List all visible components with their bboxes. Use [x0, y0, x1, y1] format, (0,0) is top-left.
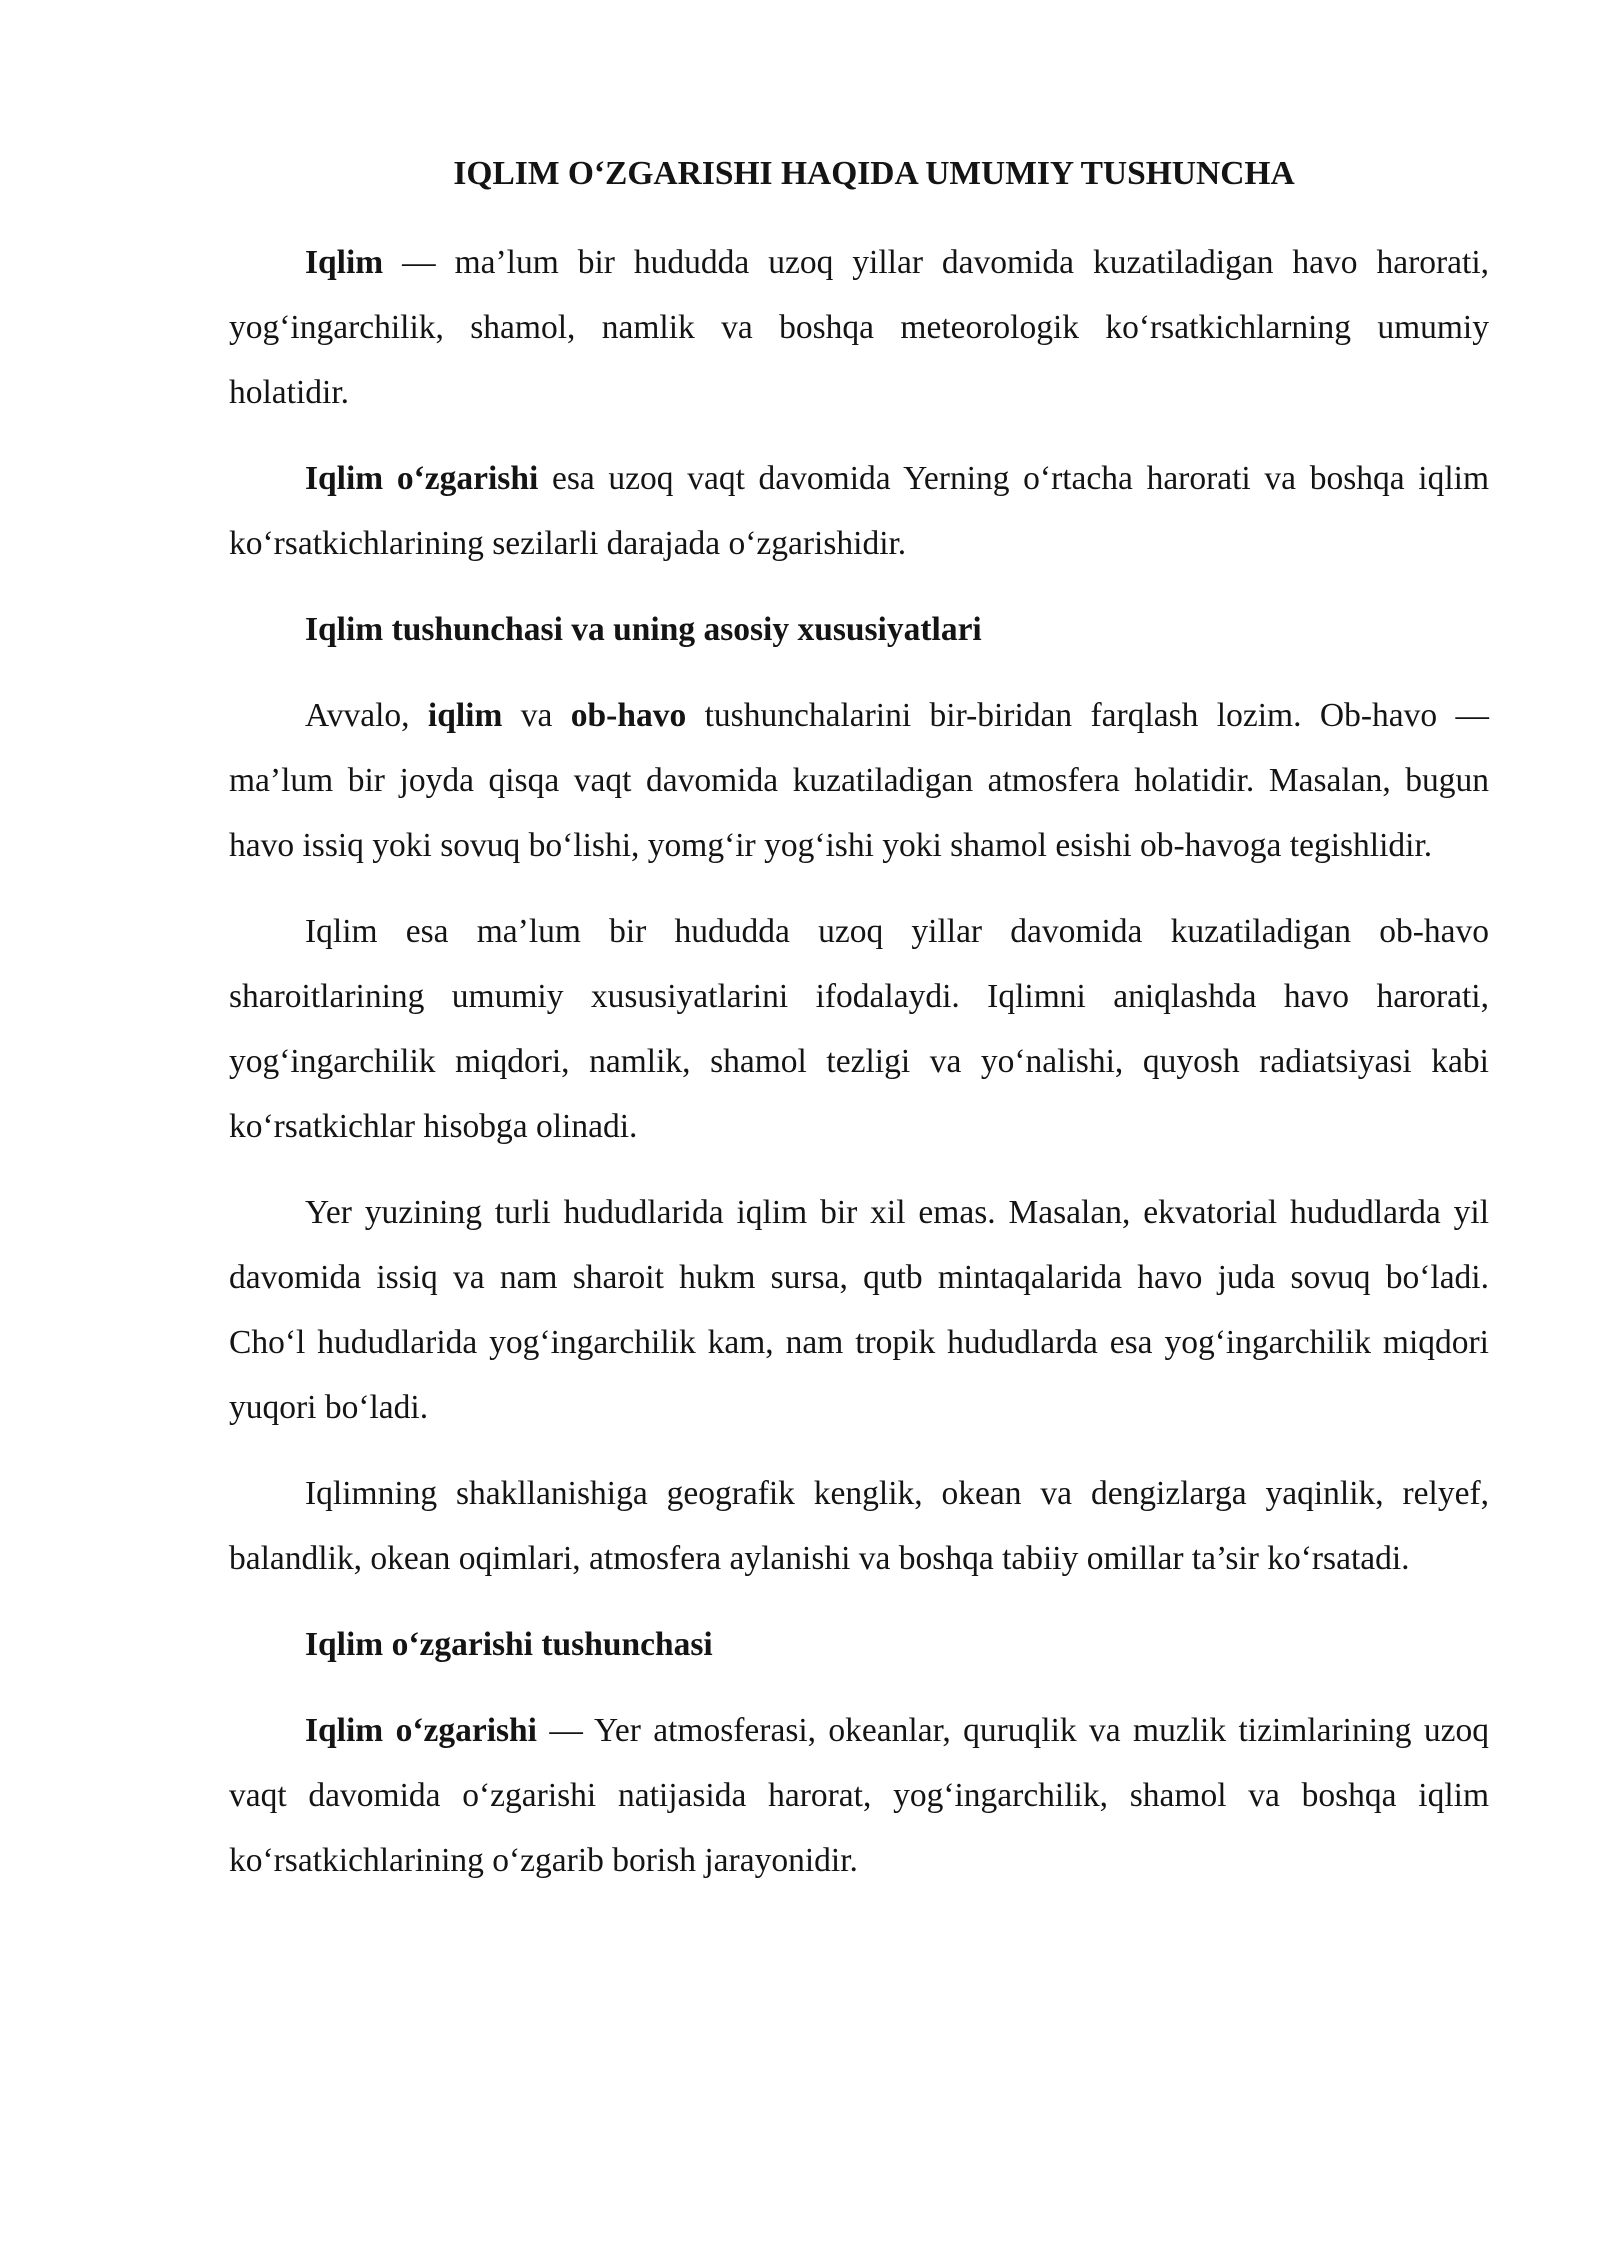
- paragraph-iqlim-features: Iqlim esa ma’lum bir hududda uzoq yillar davomida kuzatiladigan ob-havo sharoitlarining umumiy xususiyatlarini ifodalaydi. Iqlimni aniqlashda havo harorati, yog‘ingarchilik miqdori, namlik, shamol tezligi va yo‘nalishi, quyosh radiatsiyasi kabi ko‘rsatkichlar hisobga olinadi.: [229, 913, 1489, 1145]
- paragraph-climate-change-definition: [229, 1698, 1489, 1893]
- section-heading-iqlim-tushunchasi: Iqlim tushunchasi va uning asosiy xususiyatlari: [305, 611, 982, 648]
- term-iqlim-ozgarishi: Iqlim o‘zgarishi: [305, 460, 539, 497]
- term-iqlim: iqlim: [427, 697, 503, 734]
- paragraph-text: va: [502, 697, 571, 734]
- paragraph-text: esa uzoq vaqt davomida Yerning o‘rtacha harorati va boshqa iqlim ko‘rsatkichlarining sezilarli darajada o‘zgarishidir.: [229, 460, 1489, 562]
- document-page: [229, 150, 1489, 1914]
- paragraph-text: tushunchalarini bir-biridan farqlash lozim. Ob-havo — ma’lum bir joyda qisqa vaqt davomida kuzatiladigan atmosfera holatidir. Masalan, bugun havo issiq yoki sovuq bo‘lishi, yomg‘ir yog‘ishi yoki shamol esishi ob-havoga tegishlidir.: [229, 697, 1489, 864]
- term-ob-havo: ob-havo: [570, 697, 687, 734]
- paragraph-iqlim-vs-obhavo: [229, 683, 1489, 878]
- paragraph-regional-climate: Yer yuzining turli hududlarida iqlim bir xil emas. Masalan, ekvatorial hududlarda yil davomida issiq va nam sharoit hukm sursa, qutb mintaqalarida havo juda sovuq bo‘ladi. Cho‘l hududlarida yog‘ingarchilik kam, nam tropik hududlarda esa yog‘ingarchilik miqdori yuqori bo‘ladi.: [229, 1194, 1489, 1426]
- paragraph-climate-factors: Iqlimning shakllanishiga geografik kenglik, okean va dengizlarga yaqinlik, relyef, balandlik, okean oqimlari, atmosfera aylanishi va boshqa tabiiy omillar ta’sir ko‘rsatadi.: [229, 1475, 1489, 1577]
- section-heading-iqlim-ozgarishi: Iqlim o‘zgarishi tushunchasi: [305, 1626, 713, 1663]
- paragraph-iqlim-definition: [229, 230, 1489, 425]
- document-title: IQLIM O‘ZGARISHI HAQIDA UMUMIY TUSHUNCHA: [453, 155, 1295, 192]
- paragraph-text: Avvalo,: [305, 697, 428, 734]
- paragraph-iqlim-ozgarishi-definition: [229, 446, 1489, 576]
- term-iqlim-ozgarishi: Iqlim o‘zgarishi: [305, 1712, 537, 1749]
- paragraph-text: — ma’lum bir hududda uzoq yillar davomida kuzatiladigan havo harorati, yog‘ingarchilik, shamol, namlik va boshqa meteorologik ko‘rsatkichlarning umumiy holatidir.: [229, 244, 1489, 411]
- paragraph-text: — Yer atmosferasi, okeanlar, quruqlik va muzlik tizimlarining uzoq vaqt davomida o‘zgarishi natijasida harorat, yog‘ingarchilik, shamol va boshqa iqlim ko‘rsatkichlarining o‘zgarib borish jarayonidir.: [229, 1712, 1489, 1879]
- term-iqlim: Iqlim: [305, 244, 384, 281]
